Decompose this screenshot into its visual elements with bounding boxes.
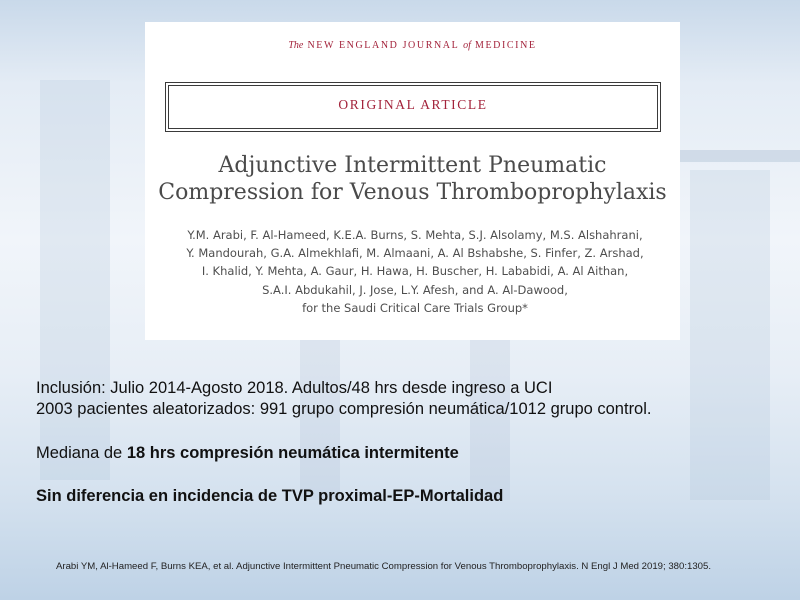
summary-text [36, 378, 776, 507]
author-line: I. Khalid, Y. Mehta, A. Gaur, H. Hawa, H. Buscher, H. Lababidi, A. Al Aithan, [201, 264, 629, 279]
author-line: Y. Mandourah, G.A. Almekhlafi, M. Almaani, A. Al Bshabshe, S. Finfer, Z. Arshad, [186, 246, 644, 261]
conclusion-paragraph: Sin diferencia en incidencia de TVP proximal-EP-Mortalidad [36, 487, 504, 505]
citation: Arabi YM, Al-Hameed F, Burns KEA, et al. Adjunctive Intermittent Pneumatic Compression for Venous Thromboprophylaxis. N Engl J Med 2019; 380:1305. [56, 561, 712, 572]
author-list [155, 226, 675, 317]
median-highlight: 18 hrs compresión neumática intermitente [126, 444, 459, 462]
article-type-banner [165, 82, 661, 132]
author-line: for the Saudi Critical Care Trials Group* [302, 300, 528, 315]
inclusion-paragraph [36, 378, 776, 420]
journal-article-excerpt [145, 22, 680, 340]
article-type-label: ORIGINAL ARTICLE [338, 97, 488, 112]
article-title: Adjunctive Intermittent Pneumatic Compression for Venous Thromboprophylaxis [158, 153, 667, 205]
randomized-text: 2003 pacientes aleatorizados: 991 grupo compresión neumática/1012 grupo control. [36, 400, 652, 418]
median-prefix: Mediana de [36, 444, 127, 462]
author-line: S.A.I. Abdukahil, J. Jose, L.Y. Afesh, and A. Al-Dawood, [262, 282, 568, 297]
author-line: Y.M. Arabi, F. Al-Hameed, K.E.A. Burns, S. Mehta, S.J. Alsolamy, M.S. Alshahrani, [187, 228, 643, 242]
journal-masthead: The NEW ENGLAND JOURNAL of MEDICINE [288, 40, 537, 51]
median-paragraph [36, 442, 776, 464]
inclusion-text: Inclusión: Julio 2014-Agosto 2018. Adultos/48 hrs desde ingreso a UCI [36, 379, 553, 397]
